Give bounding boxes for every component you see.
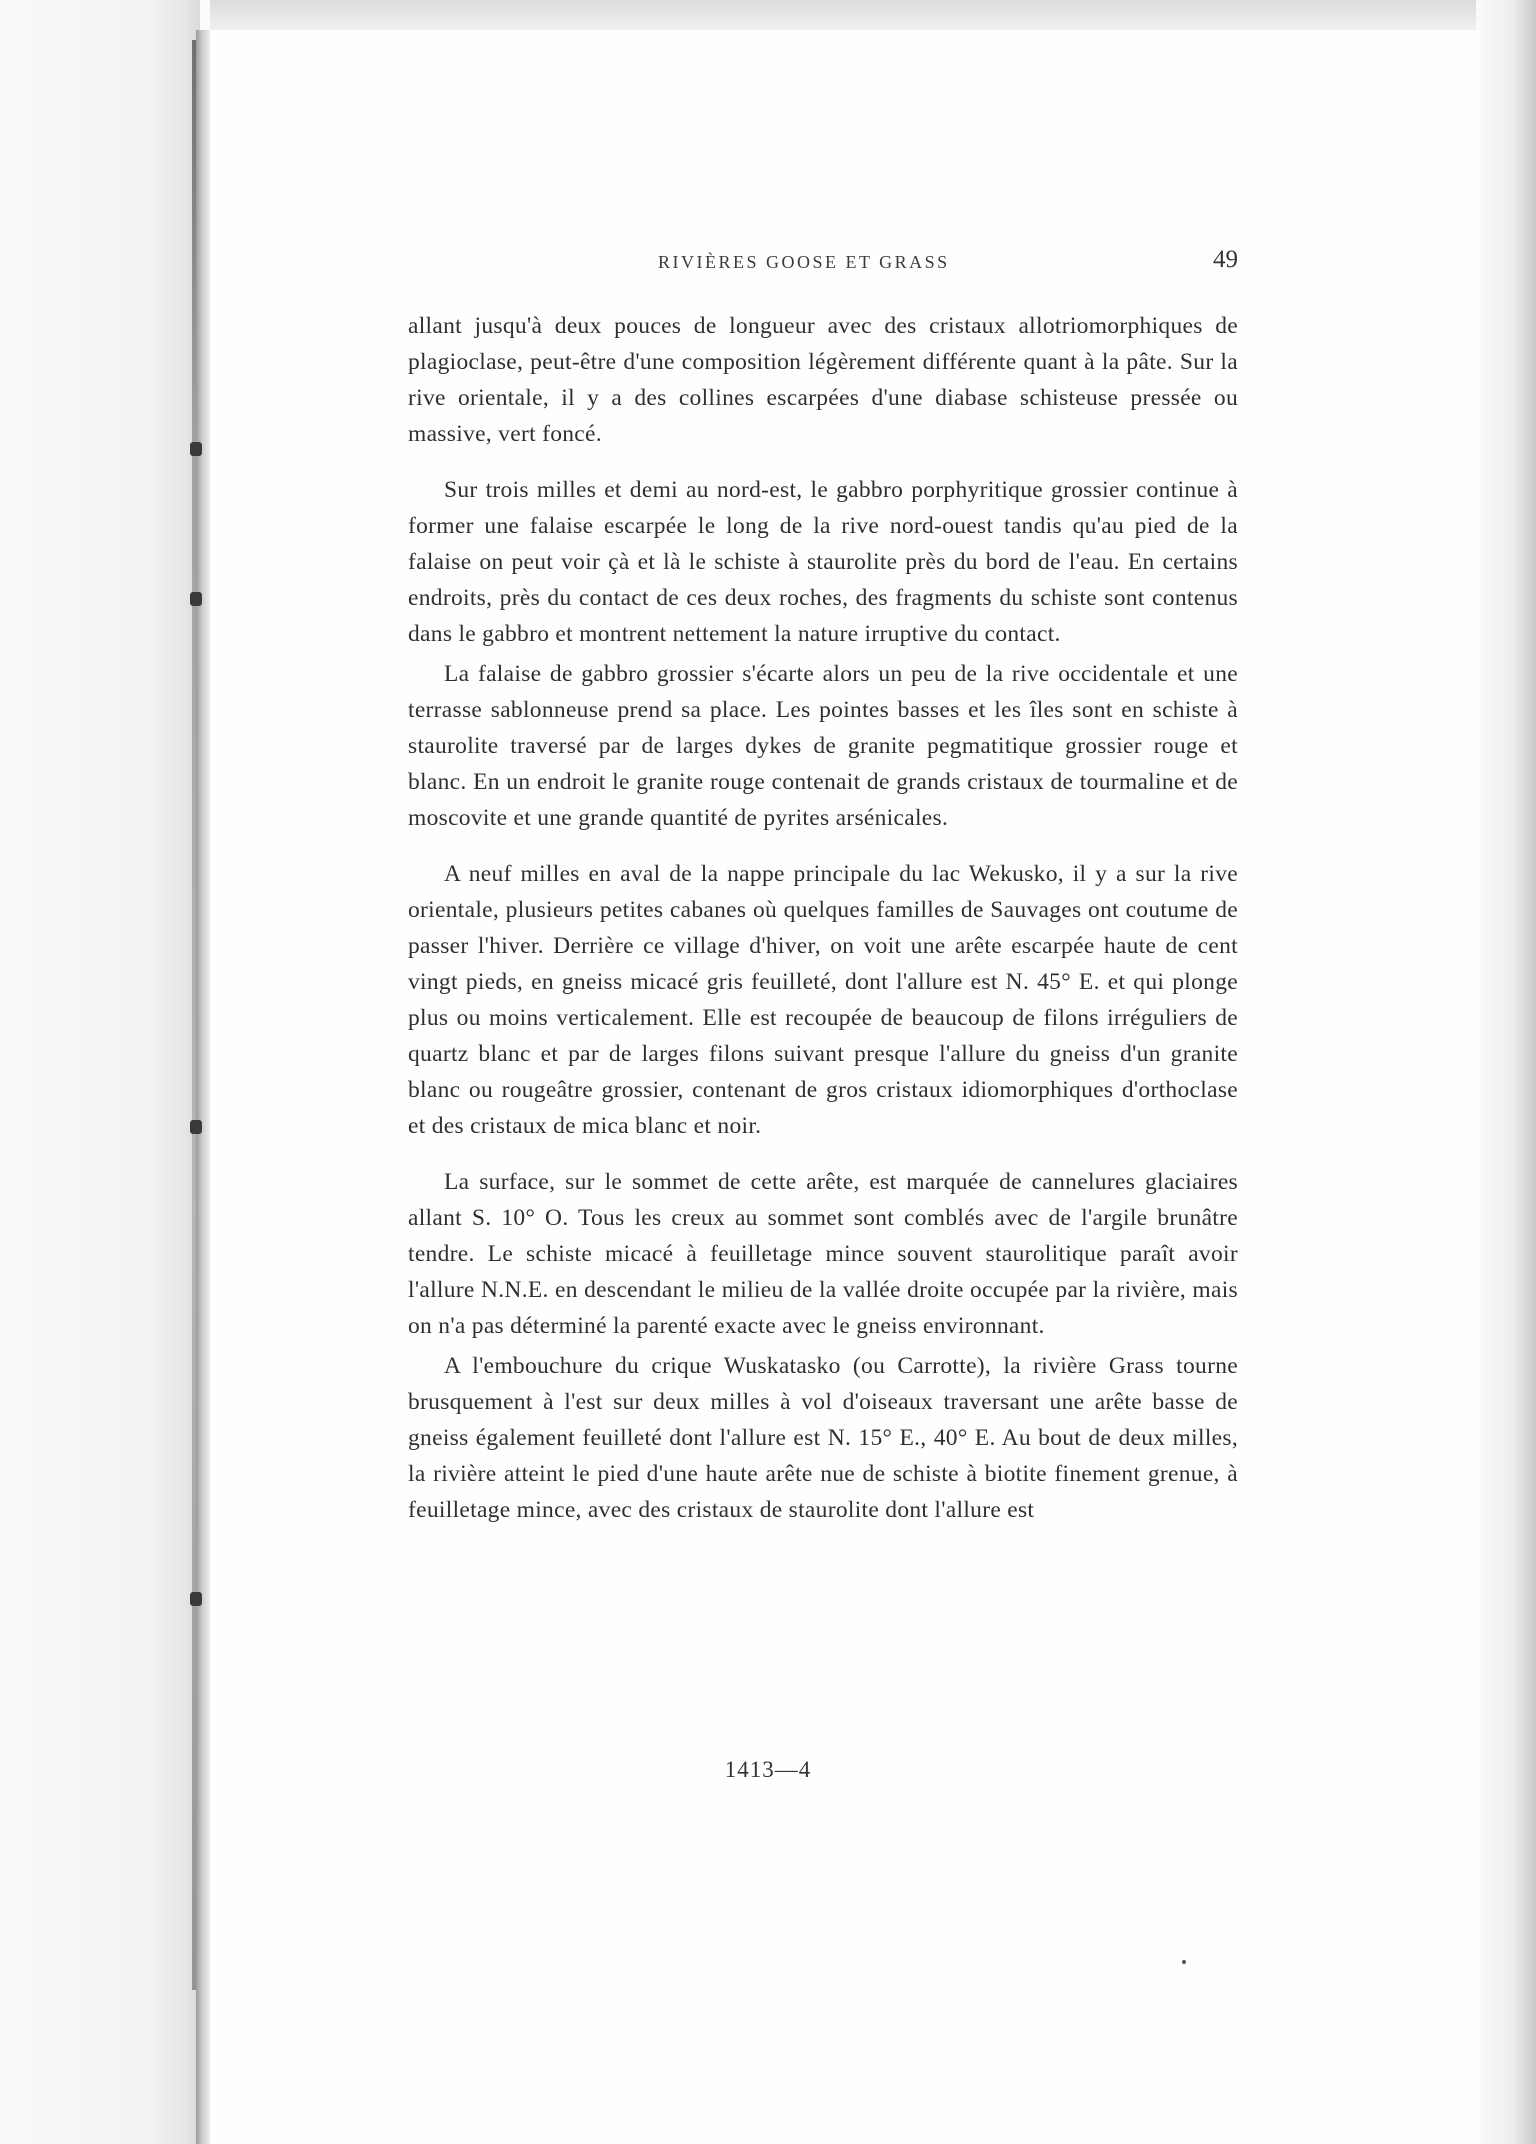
signature-mark: 1413—4 (724, 1757, 812, 1782)
scan-speck (1182, 1960, 1186, 1964)
page-number: 49 (1213, 246, 1238, 273)
binding-stitch-mark (190, 1120, 202, 1134)
binding-stitch-mark (190, 442, 202, 456)
running-title: RIVIÈRES GOOSE ET GRASS (658, 252, 950, 272)
paragraph: La falaise de gabbro grossier s'écarte alors un peu de la rive occidentale et une terrasse sablonneuse prend sa place. Les pointes basses et les îles sont en schiste à staurolite traversé par de larges dykes de granite pegmatitique grossier rouge et blanc. En un endroit le granite rouge contenait de grands cristaux de tourmaline et de moscovite et une grande quantité de pyrites arsénicales. (408, 661, 1238, 831)
left-page-edge (0, 0, 200, 2144)
binding-stitch-mark (190, 592, 202, 606)
paragraph: A l'embouchure du crique Wuskatasko (ou Carrotte), la rivière Grass tourne brusquement à l'est sur deux milles à vol d'oiseaux traversant une arête basse de gneiss également feuilleté dont l'allure est N. 15° E., 40° E. Au bout de deux milles, la rivière atteint le pied d'une haute arête nue de schiste à biotite finement grenue, à feuilletage mince, avec des cristaux de staurolite dont l'allure est (408, 1353, 1238, 1523)
binding-stitch-mark (190, 1592, 202, 1606)
binding-edge (196, 30, 210, 2144)
right-page-edge (1476, 0, 1536, 2144)
body-text (408, 308, 1238, 1528)
paragraph: La surface, sur le sommet de cette arête, est marquée de cannelures glaciaires allant S. 10° O. Tous les creux au sommet sont comblés avec de l'argile brunâtre tendre. Le schiste micacé à feuilletage mince souvent staurolitique paraît avoir l'allure N.N.E. en descendant le milieu de la vallée droite occupée par la rivière, mais on n'a pas déterminé la parenté exacte avec le gneiss environnant. (408, 1169, 1238, 1339)
paragraph: Sur trois milles et demi au nord-est, le gabbro porphyritique grossier continue à former une falaise escarpée le long de la rive nord-ouest tandis qu'au pied de la falaise on peut voir çà et là le schiste à staurolite près du bord de l'eau. En certains endroits, près du contact de ces deux roches, des fragments du schiste sont contenus dans le gabbro et montrent nettement la nature irruptive du contact. (408, 477, 1238, 647)
paragraph: A neuf milles en aval de la nappe principale du lac Wekusko, il y a sur la rive orientale, plusieurs petites cabanes où quelques familles de Sauvages ont coutume de passer l'hiver. Derrière ce village d'hiver, on voit une arête escarpée haute de cent vingt pieds, en gneiss micacé gris feuilleté, dont l'allure est N. 45° E. et qui plonge plus ou moins verticalement. Elle est recoupée de beaucoup de filons irréguliers de quartz blanc et par de larges filons suivant presque l'allure du gneiss d'un granite blanc ou rougeâtre grossier, contenant de gros cristaux idiomorphiques d'orthoclase et des cristaux de mica blanc et noir. (408, 861, 1238, 1139)
paragraph: allant jusqu'à deux pouces de longueur avec des cristaux allotriomorphiques de plagioclase, peut-être d'une composition légèrement différente quant à la pâte. Sur la rive orientale, il y a des collines escarpées d'une diabase schisteuse pressée ou massive, vert foncé. (408, 313, 1238, 447)
running-header (408, 246, 1238, 282)
